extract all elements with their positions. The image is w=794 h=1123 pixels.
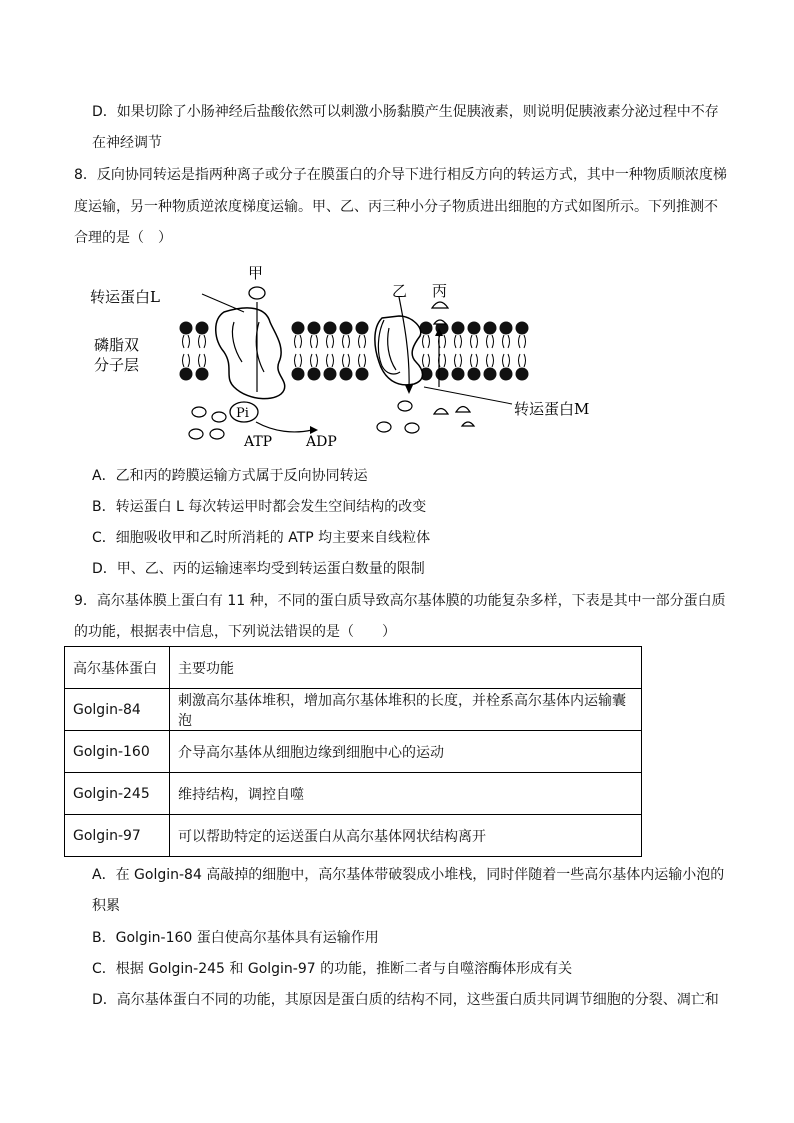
lipid-tail xyxy=(332,335,334,348)
golgi-protein-table xyxy=(64,646,642,857)
label-bilayer-2: 分子层 xyxy=(94,356,140,374)
lipid-tail xyxy=(476,335,478,348)
lipid-tail xyxy=(311,354,313,367)
label-pi: Pi xyxy=(236,406,249,421)
table-cell: Golgin-245 xyxy=(65,773,170,815)
lipid-tail xyxy=(455,335,457,348)
lipid-tail xyxy=(300,354,302,367)
q8-stem-line2: 度运输，另一种物质逆浓度梯度运输。甲、乙、丙三种小分子物质进出细胞的方式如图所示。下列推测不 xyxy=(74,199,718,215)
q9-stem-line1: 9．高尔基体膜上蛋白有 11 种，不同的蛋白质导致高尔基体膜的功能复杂多样，下表是其中一部分蛋白质 xyxy=(74,593,726,609)
table-cell: 刺激高尔基体堆积，增加高尔基体堆积的长度，并栓系高尔基体内运输囊泡 xyxy=(170,689,642,731)
lipid-tail xyxy=(519,354,521,367)
q8-option-c: C．细胞吸收甲和乙时所消耗的 ATP 均主要来自线粒体 xyxy=(92,530,431,546)
lipid-tail xyxy=(476,354,478,367)
q7-option-d-line1: D．如果切除了小肠神经后盐酸依然可以刺激小肠黏膜产生促胰液素，则说明促胰液素分泌过程中不存 xyxy=(92,104,719,120)
lipid-head xyxy=(340,322,353,335)
lipid-head xyxy=(516,322,529,335)
lipid-head xyxy=(484,368,497,381)
lipid-head xyxy=(356,368,369,381)
lipid-tail xyxy=(503,354,505,367)
q9-option-d-line1: D．高尔基体蛋白不同的功能，其原因是蛋白质的结构不同，这些蛋白质共同调节细胞的分裂、凋亡和 xyxy=(92,992,719,1008)
lipid-head xyxy=(292,368,305,381)
lipid-head xyxy=(324,322,337,335)
lipid-tail xyxy=(471,354,473,367)
q8-stem-line1: 8．反向协同转运是指两种离子或分子在膜蛋白的介导下进行相反方向的转运方式，其中一种物质顺浓度梯 xyxy=(74,167,727,183)
label-transporter-l: 转运蛋白L xyxy=(90,288,160,306)
lipid-tail xyxy=(487,335,489,348)
table-row xyxy=(65,731,642,773)
q9-stem-line2: 的功能，根据表中信息，下列说法错误的是（ ） xyxy=(74,624,396,640)
label-transporter-m: 转运蛋白M xyxy=(514,400,590,418)
label-atp: ATP xyxy=(244,434,273,450)
lipid-tail xyxy=(348,335,350,348)
lipid-head xyxy=(500,368,513,381)
label-jia: 甲 xyxy=(248,264,264,282)
lipid-head xyxy=(484,322,497,335)
label-yi: 乙 xyxy=(392,282,408,300)
q8-stem-line3: 合理的是（ ） xyxy=(74,230,172,246)
lipid-tail xyxy=(428,335,430,348)
lipid-tail xyxy=(492,354,494,367)
lipid-tail xyxy=(316,335,318,348)
lipid-tail xyxy=(199,335,201,348)
lipid-tail xyxy=(524,335,526,348)
table-header: 高尔基体蛋白 xyxy=(65,647,170,689)
table-cell: 可以帮助特定的运送蛋白从高尔基体网状结构离开 xyxy=(170,815,642,857)
transporter-l-shape xyxy=(216,308,285,399)
lipid-tail xyxy=(364,335,366,348)
lipid-tail xyxy=(188,354,190,367)
lipid-tail xyxy=(295,354,297,367)
lipid-head xyxy=(324,368,337,381)
lipid-tail xyxy=(423,354,425,367)
lipid-head xyxy=(436,368,449,381)
lipid-head xyxy=(292,322,305,335)
label-bilayer-1: 磷脂双 xyxy=(94,336,140,354)
lipid-tail xyxy=(359,354,361,367)
lipid-tail xyxy=(460,335,462,348)
lipid-tail xyxy=(300,335,302,348)
table-row xyxy=(65,773,642,815)
lipid-tail xyxy=(471,335,473,348)
lipid-head xyxy=(468,322,481,335)
lipid-tail xyxy=(444,335,446,348)
lipid-head xyxy=(308,368,321,381)
lipid-head xyxy=(468,368,481,381)
table-header-row xyxy=(65,647,642,689)
lipid-tail xyxy=(364,354,366,367)
lipid-head xyxy=(308,322,321,335)
lipid-tail xyxy=(348,354,350,367)
lipid-tail xyxy=(423,335,425,348)
lipid-tail xyxy=(343,354,345,367)
table-cell: 介导高尔基体从细胞边缘到细胞中心的运动 xyxy=(170,731,642,773)
table-cell: Golgin-160 xyxy=(65,731,170,773)
lipid-head xyxy=(340,368,353,381)
lipid-head xyxy=(452,322,465,335)
q9-option-c: C．根据 Golgin-245 和 Golgin-97 的功能，推断二者与自噬溶酶体形成有关 xyxy=(92,961,573,977)
lipid-head xyxy=(452,368,465,381)
lipid-tail xyxy=(508,354,510,367)
table-cell: Golgin-97 xyxy=(65,815,170,857)
lipid-tail xyxy=(508,335,510,348)
q9-option-a-line2: 积累 xyxy=(92,898,120,914)
q9-option-a-line1: A．在 Golgin-84 高敲掉的细胞中，高尔基体带破裂成小堆栈，同时伴随着一些高尔基体内运输小泡的 xyxy=(92,867,725,883)
membrane-transport-figure xyxy=(74,262,590,452)
lipid-tail xyxy=(183,335,185,348)
table-cell: 维持结构，调控自噬 xyxy=(170,773,642,815)
lipid-tail xyxy=(487,354,489,367)
q8-option-d: D．甲、乙、丙的运输速率均受到转运蛋白数量的限制 xyxy=(92,561,425,577)
lipid-tail xyxy=(295,335,297,348)
lipid-tail xyxy=(327,354,329,367)
molecule-bing-outside-2 xyxy=(434,320,446,324)
q7-option-d-line2: 在神经调节 xyxy=(92,135,162,151)
lipid-tail xyxy=(199,354,201,367)
lipid-tail xyxy=(455,354,457,367)
lipid-tail xyxy=(428,354,430,367)
lipid-head xyxy=(516,368,529,381)
label-bing: 丙 xyxy=(432,282,448,300)
lipid-tail xyxy=(183,354,185,367)
lipid-tail xyxy=(444,354,446,367)
label-adp: ADP xyxy=(306,434,337,450)
lipid-head xyxy=(356,322,369,335)
lipid-tail xyxy=(327,335,329,348)
lipid-tail xyxy=(359,335,361,348)
lipid-tail xyxy=(492,335,494,348)
q9-option-b: B．Golgin-160 蛋白使高尔基体具有运输作用 xyxy=(92,930,379,946)
lipid-head xyxy=(196,368,209,381)
q8-option-a: A．乙和丙的跨膜运输方式属于反向协同转运 xyxy=(92,468,368,484)
molecule-bing-outside-1 xyxy=(432,302,448,308)
lipid-tail xyxy=(204,335,206,348)
q8-option-b: B．转运蛋白 L 每次转运甲时都会发生空间结构的改变 xyxy=(92,499,427,515)
lipid-tail xyxy=(311,335,313,348)
lipid-tail xyxy=(332,354,334,367)
lipid-tail xyxy=(316,354,318,367)
lipid-head xyxy=(500,322,513,335)
lipid-tail xyxy=(188,335,190,348)
table-cell: Golgin-84 xyxy=(65,689,170,731)
lipid-tail xyxy=(519,335,521,348)
lipid-head xyxy=(180,368,193,381)
table-row xyxy=(65,815,642,857)
lipid-tail xyxy=(503,335,505,348)
molecule-jia-outside xyxy=(249,287,265,299)
lipid-head xyxy=(196,322,209,335)
table-row xyxy=(65,689,642,731)
table-header: 主要功能 xyxy=(170,647,642,689)
lipid-head xyxy=(180,322,193,335)
lipid-tail xyxy=(204,354,206,367)
lipid-tail xyxy=(524,354,526,367)
lipid-tail xyxy=(460,354,462,367)
lipid-tail xyxy=(343,335,345,348)
